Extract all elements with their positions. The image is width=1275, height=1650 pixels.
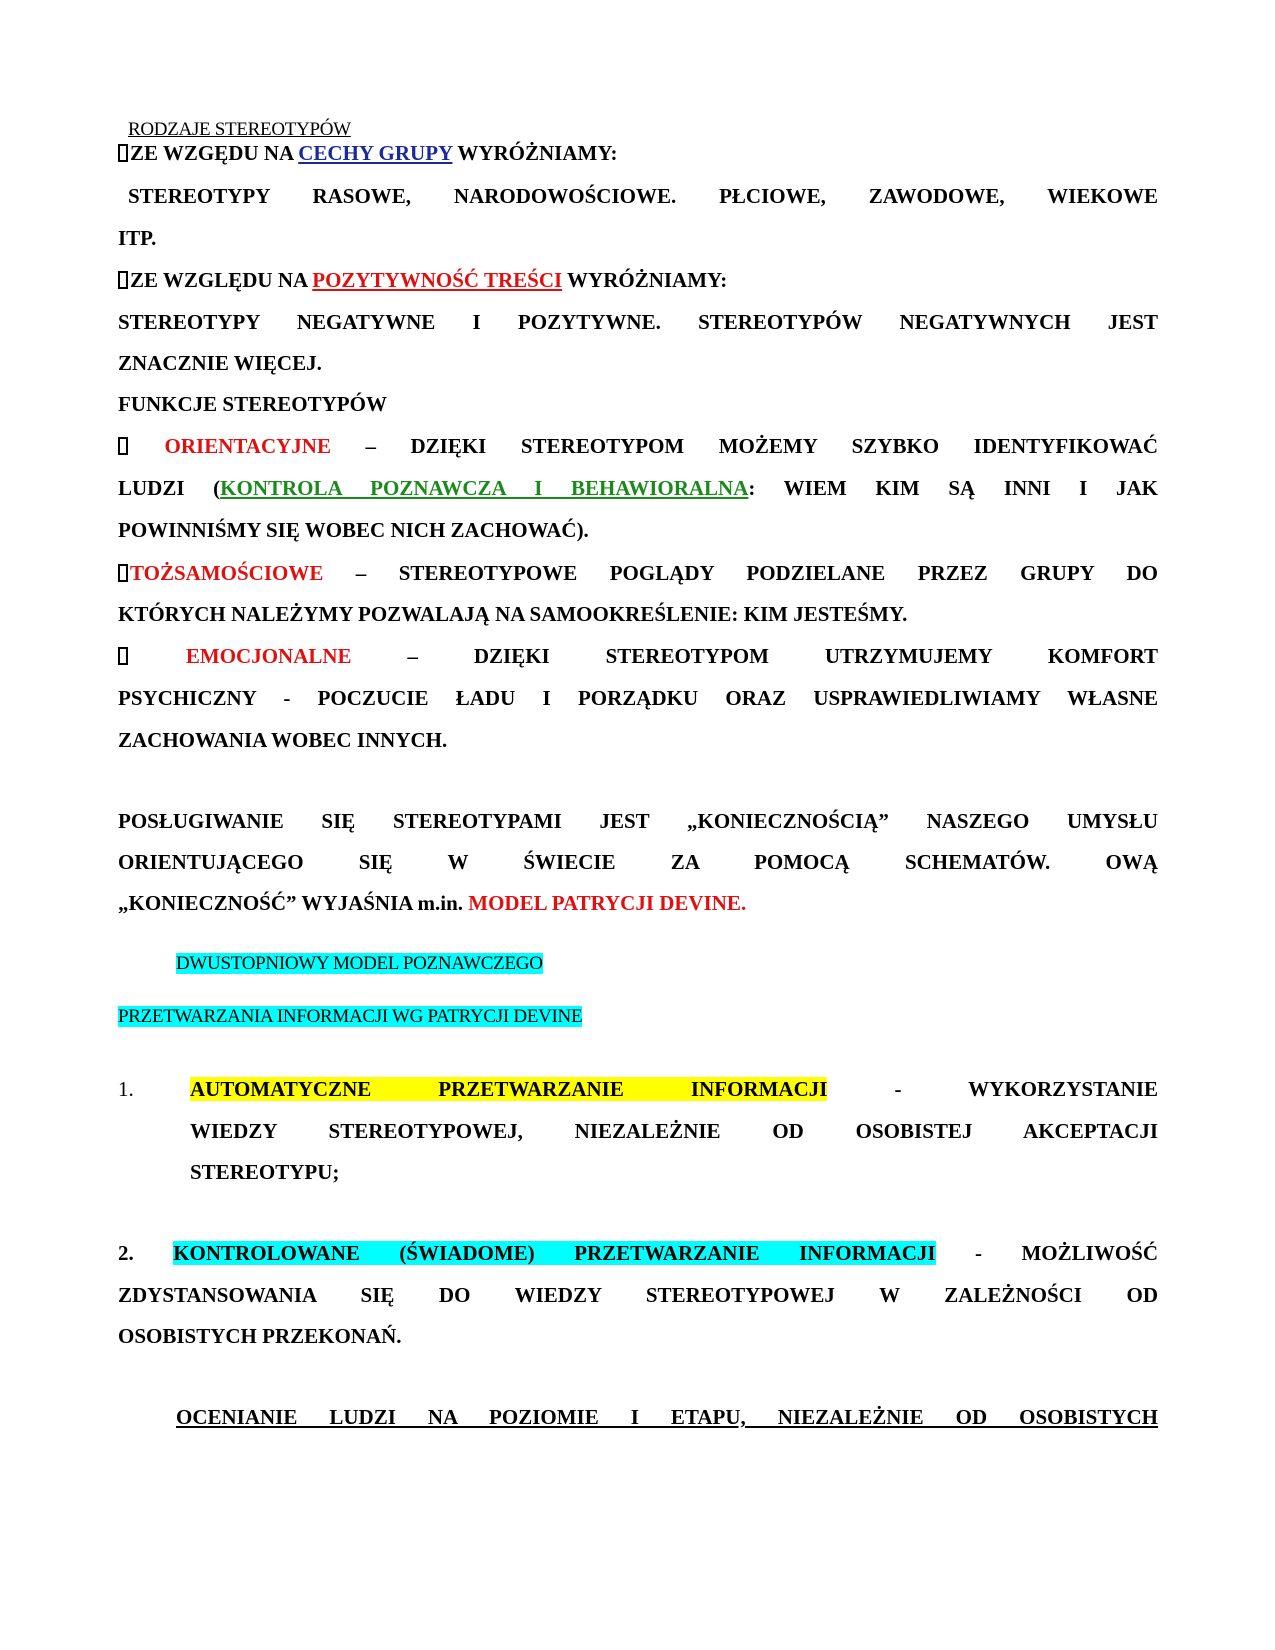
func1-line3: POWINNIŚMY SIĘ WOBEC NICH ZACHOWAĆ). xyxy=(118,518,589,542)
section1-line1: STEREOTYPY RASOWE, NARODOWOŚCIOWE. PŁCIOWE, ZAWODOWE, WIEKOWE xyxy=(128,184,1158,208)
item2-line1: 2. KONTROLOWANE (ŚWIADOME) PRZETWARZANIE INFORMACJI - MOŻLIWOŚĆ xyxy=(118,1241,1158,1265)
document-title: RODZAJE STEREOTYPÓW xyxy=(128,119,351,140)
item1-line3: STEREOTYPU; xyxy=(190,1160,340,1184)
item2-number: 2. xyxy=(118,1241,134,1265)
cechy-grupy-link[interactable]: CECHY GRUPY xyxy=(298,141,453,165)
item1-number: 1. xyxy=(118,1077,134,1101)
item1-line1: 1. AUTOMATYCZNE PRZETWARZANIE INFORMACJI - WYKORZYSTANIE xyxy=(118,1077,1158,1101)
func3-line3: ZACHOWANIA WOBEC INNYCH. xyxy=(118,728,448,752)
section1-heading: ZE WZGĘDU NA CECHY GRUPY WYRÓŻNIAMY: xyxy=(118,140,1158,166)
functions-heading: FUNKCJE STEREOTYPÓW xyxy=(118,392,387,416)
kontrola-link[interactable]: KONTROLA POZNAWCZA I BEHAWIORALNA xyxy=(220,476,749,500)
section2-line1: STEREOTYPY NEGATYWNE I POZYTYWNE. STEREOTYPÓW NEGATYWNYCH JEST xyxy=(118,310,1158,334)
func1-line1: ORIENTACYJNE – DZIĘKI STEREOTYPOM MOŻEMY SZYBKO IDENTYFIKOWAĆ xyxy=(118,433,1158,459)
bullet-icon xyxy=(118,564,128,582)
item2-line3: OSOBISTYCH PRZEKONAŃ. xyxy=(118,1324,402,1348)
model-title-1: DWUSTOPNIOWY MODEL POZNAWCZEGO xyxy=(176,953,543,974)
para-line2: ORIENTUJĄCEGO SIĘ W ŚWIECIE ZA POMOCĄ SCHEMATÓW. OWĄ xyxy=(118,850,1158,874)
func3-line1: EMOCJONALNE – DZIĘKI STEREOTYPOM UTRZYMUJEMY KOMFORT xyxy=(118,643,1158,669)
section2-line2: ZNACZNIE WIĘCEJ. xyxy=(118,351,322,375)
bullet-icon xyxy=(118,437,128,455)
para-line1: POSŁUGIWANIE SIĘ STEREOTYPAMI JEST „KONIECZNOŚCIĄ” NASZEGO UMYSŁU xyxy=(118,809,1158,833)
bullet-icon xyxy=(118,647,128,665)
func2-label: TOŻSAMOŚCIOWE xyxy=(130,561,324,585)
func3-label: EMOCJONALNE xyxy=(185,644,352,668)
func2-line2: KTÓRYCH NALEŻYMY POZWALAJĄ NA SAMOOKREŚLENIE: KIM JESTEŚMY. xyxy=(118,602,908,626)
item2-line2: ZDYSTANSOWANIA SIĘ DO WIEDZY STEREOTYPOWEJ W ZALEŻNOŚCI OD xyxy=(118,1283,1158,1307)
para-line3: „KONIECZNOŚĆ” WYJAŚNIA m.in. MODEL PATRYCJI DEVINE. xyxy=(118,891,747,915)
bullet-icon xyxy=(118,144,128,162)
item2-highlight: KONTROLOWANE (ŚWIADOME) PRZETWARZANIE INFORMACJI xyxy=(173,1241,936,1265)
model-reference: MODEL PATRYCJI DEVINE. xyxy=(468,891,747,915)
section2-heading: ZE WZGLĘDU NA POZYTYWNOŚĆ TREŚCI WYRÓŻNIAMY: xyxy=(118,267,1158,293)
func1-line2: LUDZI (KONTROLA POZNAWCZA I BEHAWIORALNA: WIEM KIM SĄ INNI I JAK xyxy=(118,476,1158,500)
model-title-2: PRZETWARZANIA INFORMACJI WG PATRYCJI DEVINE xyxy=(118,1006,583,1027)
item1-line2: WIEDZY STEREOTYPOWEJ, NIEZALEŻNIE OD OSOBISTEJ AKCEPTACJI xyxy=(190,1119,1158,1143)
pozytywnosc-tresci-link[interactable]: POZYTYWNOŚĆ TREŚCI xyxy=(312,268,563,292)
bottom-line: OCENIANIE LUDZI NA POZIOMIE I ETAPU, NIEZALEŻNIE OD OSOBISTYCH xyxy=(176,1405,1158,1429)
func1-label: ORIENTACYJNE xyxy=(164,434,331,458)
section1-line2: ITP. xyxy=(118,226,157,250)
func3-line2: PSYCHICZNY - POCZUCIE ŁADU I PORZĄDKU ORAZ USPRAWIEDLIWIAMY WŁASNE xyxy=(118,686,1158,710)
bullet-icon xyxy=(118,271,128,289)
func2-line1: TOŻSAMOŚCIOWE – STEREOTYPOWE POGLĄDY PODZIELANE PRZEZ GRUPY DO xyxy=(118,560,1158,586)
item1-highlight: AUTOMATYCZNE PRZETWARZANIE INFORMACJI xyxy=(190,1077,828,1101)
